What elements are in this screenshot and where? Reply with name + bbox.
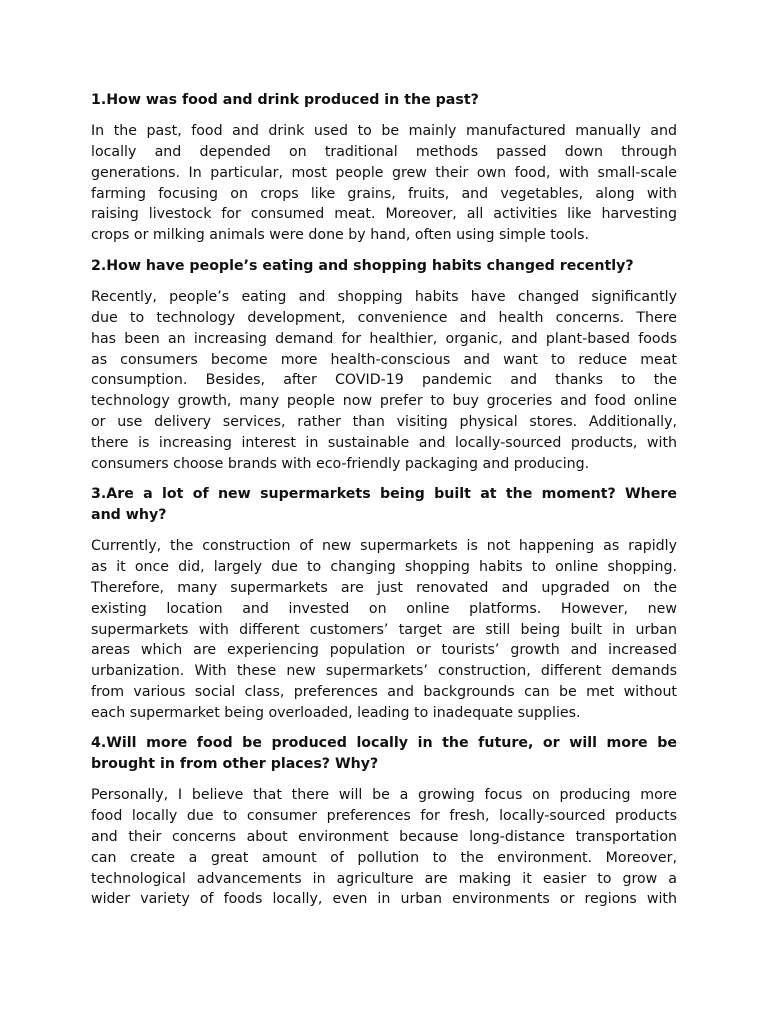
- answer-line: as consumers become more health-conscious and want to reduce meat: [91, 351, 677, 368]
- document-page: [91, 90, 677, 920]
- answer-line: there is increasing interest in sustainable and locally-sourced products, with: [91, 434, 677, 451]
- question-heading: [91, 733, 677, 775]
- heading-line: 2.How have people’s eating and shopping habits changed recently?: [91, 257, 634, 274]
- heading-line: brought in from other places? Why?: [91, 756, 379, 773]
- answer-line: can create a great amount of pollution to the environment. Moreover,: [91, 849, 677, 866]
- answer-line: and their concerns about environment because long-distance transportation: [91, 829, 677, 846]
- answer-paragraph: [91, 785, 677, 910]
- answer-line: has been an increasing demand for healthier, organic, and plant-based foods: [91, 330, 677, 347]
- answer-line: urbanization. With these new supermarkets’ construction, different demands: [91, 663, 677, 680]
- heading-line: and why?: [91, 507, 167, 524]
- answer-paragraph: [91, 287, 677, 474]
- answer-line: technological advancements in agriculture are making it easier to grow a: [91, 870, 677, 887]
- answer-line: crops or milking animals were done by hand, often using simple tools.: [91, 227, 590, 244]
- answer-paragraph: [91, 536, 677, 723]
- answer-line: consumption. Besides, after COVID-19 pandemic and thanks to the: [91, 372, 677, 389]
- answer-line: wider variety of foods locally, even in urban environments or regions with: [91, 891, 677, 908]
- answer-line: Recently, people’s eating and shopping habits have changed significantly: [91, 289, 677, 306]
- question-heading: [91, 256, 677, 277]
- heading-line: 3.Are a lot of new supermarkets being built at the moment? Where: [91, 486, 677, 503]
- answer-line: areas which are experiencing population or tourists’ growth and increased: [91, 642, 677, 659]
- answer-line: technology growth, many people now prefer to buy groceries and food online: [91, 393, 677, 410]
- heading-line: 4.Will more food be produced locally in the future, or will more be: [91, 735, 677, 752]
- answer-line: Therefore, many supermarkets are just renovated and upgraded on the: [91, 579, 677, 596]
- answer-line: due to technology development, convenience and health concerns. There: [91, 309, 677, 326]
- answer-line: Personally, I believe that there will be a growing focus on producing more: [91, 787, 677, 804]
- answer-line: from various social class, preferences and backgrounds can be met without: [91, 683, 677, 700]
- answer-line: Currently, the construction of new supermarkets is not happening as rapidly: [91, 538, 677, 555]
- answer-line: as it once did, largely due to changing shopping habits to online shopping.: [91, 559, 677, 576]
- answer-line: supermarkets with different customers’ target are still being built in urban: [91, 621, 677, 638]
- answer-line: consumers choose brands with eco-friendly packaging and producing.: [91, 455, 590, 472]
- answer-line: each supermarket being overloaded, leading to inadequate supplies.: [91, 704, 581, 721]
- answer-line: generations. In particular, most people grew their own food, with small-scale: [91, 164, 677, 181]
- answer-line: locally and depended on traditional methods passed down through: [91, 143, 677, 160]
- answer-line: existing location and invested on online platforms. However, new: [91, 600, 677, 617]
- answer-line: or use delivery services, rather than visiting physical stores. Additionally,: [91, 413, 677, 430]
- answer-paragraph: [91, 121, 677, 246]
- answer-line: raising livestock for consumed meat. Moreover, all activities like harvesting: [91, 206, 677, 223]
- answer-line: In the past, food and drink used to be mainly manufactured manually and: [91, 123, 677, 140]
- answer-line: food locally due to consumer preferences for fresh, locally-sourced products: [91, 808, 677, 825]
- heading-line: 1.How was food and drink produced in the past?: [91, 92, 479, 108]
- question-heading: [91, 90, 677, 111]
- answer-line: farming focusing on crops like grains, fruits, and vegetables, along with: [91, 185, 677, 202]
- question-heading: [91, 484, 677, 526]
